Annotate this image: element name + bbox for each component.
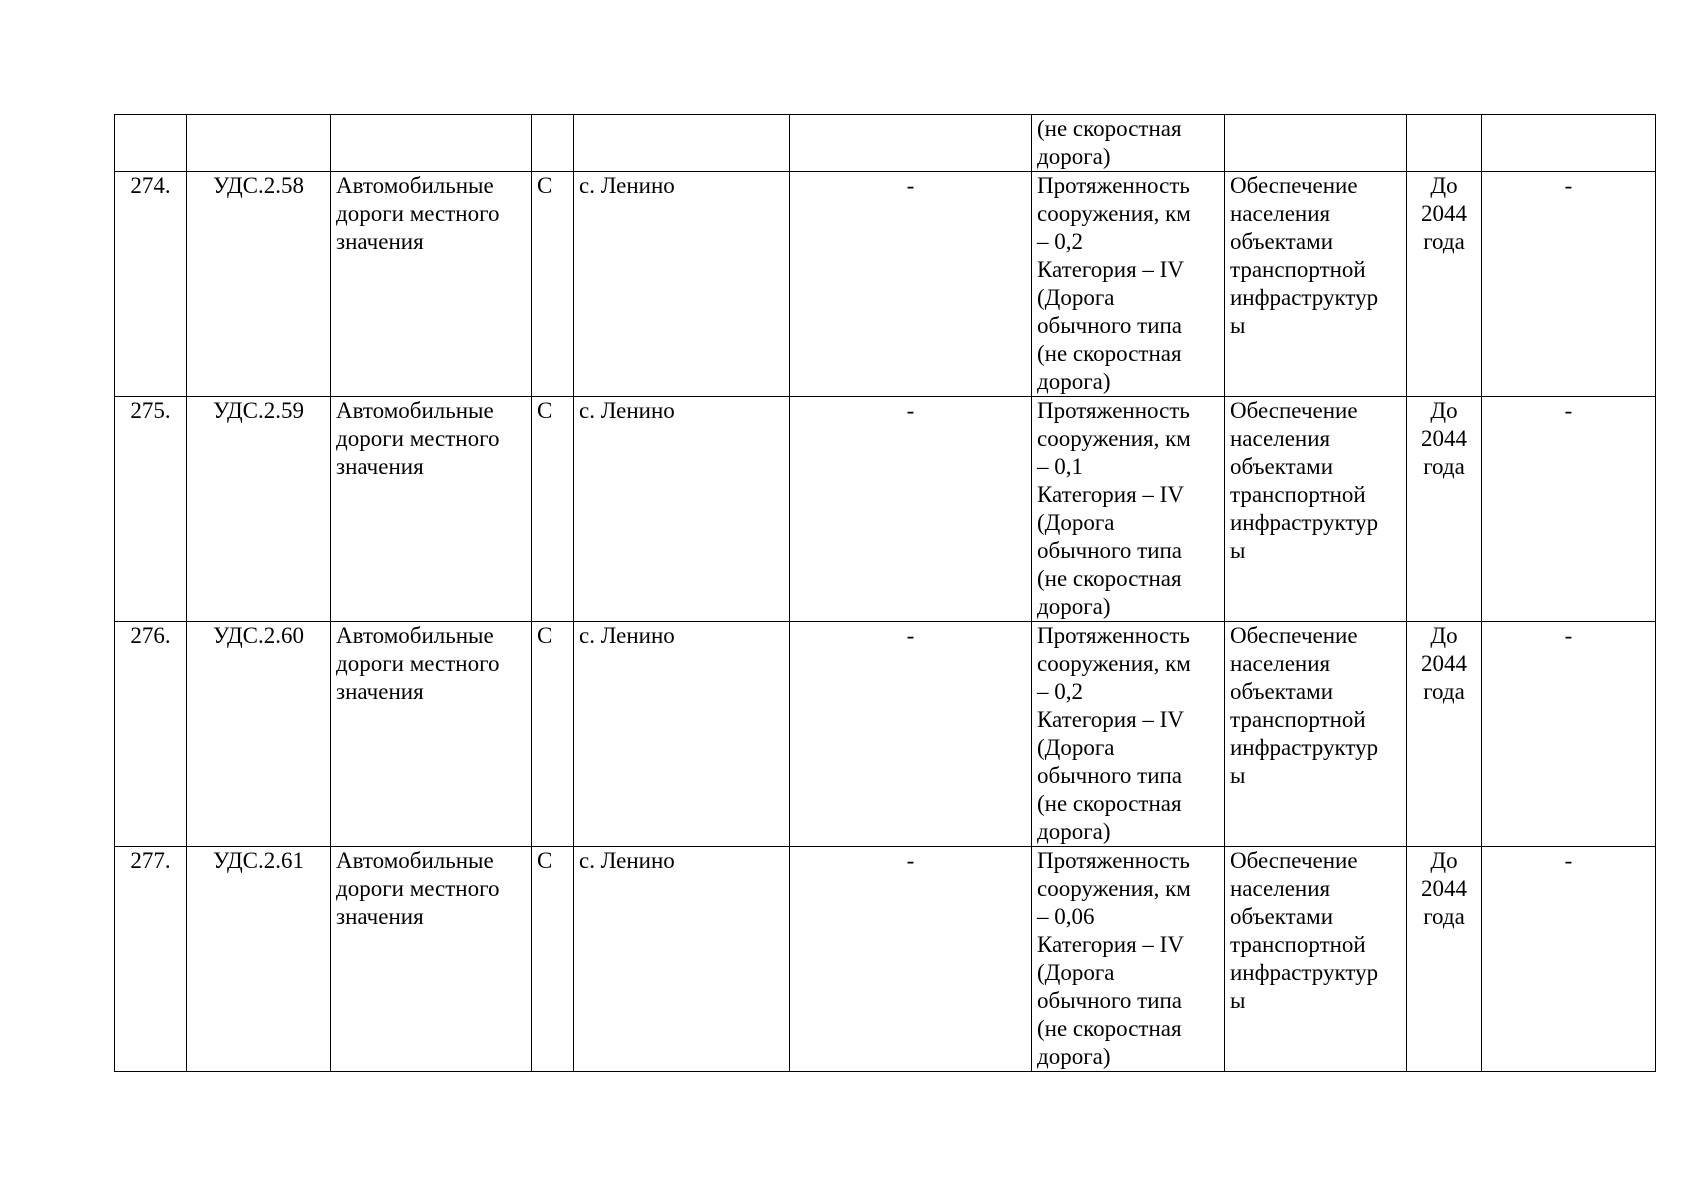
cell-name — [331, 172, 532, 397]
term-line: До — [1430, 398, 1458, 423]
cell-col6: - — [790, 622, 1032, 847]
purpose-line: населения — [1230, 876, 1331, 901]
cell-col10: - — [1482, 847, 1656, 1072]
table-row — [115, 397, 1656, 622]
parameters-line: Категория – IV — [1037, 707, 1184, 732]
name-line: значения — [336, 904, 424, 929]
cell-location — [574, 115, 790, 172]
parameters-line: Категория – IV — [1037, 482, 1184, 507]
name-line: дороги местного — [336, 201, 500, 226]
cell-col10: - — [1482, 172, 1656, 397]
name-line: Автомобильные — [336, 848, 494, 873]
name-line: значения — [336, 454, 424, 479]
parameters-line: обычного типа — [1037, 313, 1183, 338]
cell-status: С — [532, 622, 574, 847]
purpose-line: ы — [1230, 538, 1246, 563]
cell-num: 277. — [115, 847, 187, 1072]
name-line: дороги местного — [336, 651, 500, 676]
parameters-line: – 0,2 — [1037, 679, 1083, 704]
term-line: 2044 — [1421, 201, 1467, 226]
parameters-line: дорога) — [1037, 594, 1111, 619]
parameters-line: обычного типа — [1037, 538, 1183, 563]
term-line: 2044 — [1421, 876, 1467, 901]
parameters-line: – 0,2 — [1037, 229, 1083, 254]
parameters-line: обычного типа — [1037, 763, 1183, 788]
cell-location: с. Ленино — [574, 622, 790, 847]
cell-location: с. Ленино — [574, 847, 790, 1072]
parameters-line: обычного типа — [1037, 988, 1183, 1013]
parameters-line: (Дорога — [1037, 960, 1115, 985]
term-line: 2044 — [1421, 426, 1467, 451]
table-row — [115, 622, 1656, 847]
cell-num: 275. — [115, 397, 187, 622]
parameters-line: Протяженность — [1037, 623, 1190, 648]
cell-col6: - — [790, 397, 1032, 622]
purpose-line: ы — [1230, 988, 1246, 1013]
purpose-line: Обеспечение — [1230, 398, 1358, 423]
cell-col10: - — [1482, 622, 1656, 847]
name-line: значения — [336, 229, 424, 254]
cell-purpose — [1225, 847, 1407, 1072]
cell-name — [331, 847, 532, 1072]
purpose-line: ы — [1230, 313, 1246, 338]
cell-parameters — [1032, 622, 1225, 847]
cell-purpose — [1225, 622, 1407, 847]
term-line: года — [1423, 904, 1465, 929]
parameters-line: сооружения, км — [1037, 876, 1191, 901]
purpose-line: населения — [1230, 426, 1331, 451]
cell-term — [1407, 847, 1482, 1072]
parameters-line: (не скоростная — [1037, 566, 1182, 591]
cell-num: 274. — [115, 172, 187, 397]
table-row — [115, 847, 1656, 1072]
purpose-line: объектами — [1230, 454, 1334, 479]
cell-num: 276. — [115, 622, 187, 847]
name-line: Автомобильные — [336, 173, 494, 198]
continuation-row — [115, 115, 1656, 172]
cell-col10 — [1482, 115, 1656, 172]
parameters-line: сооружения, км — [1037, 426, 1191, 451]
parameters-line: (Дорога — [1037, 735, 1115, 760]
term-line: До — [1430, 848, 1458, 873]
cell-purpose — [1225, 397, 1407, 622]
cell-col10: - — [1482, 397, 1656, 622]
cell-parameters — [1032, 397, 1225, 622]
term-line: 2044 — [1421, 651, 1467, 676]
cell-parameters — [1032, 847, 1225, 1072]
cell-location: с. Ленино — [574, 172, 790, 397]
cell-parameters — [1032, 115, 1225, 172]
cell-name — [331, 622, 532, 847]
purpose-line: населения — [1230, 201, 1331, 226]
name-line: Автомобильные — [336, 398, 494, 423]
cell-col6 — [790, 115, 1032, 172]
cell-term — [1407, 397, 1482, 622]
purpose-line: транспортной — [1230, 707, 1366, 732]
purpose-line: Обеспечение — [1230, 173, 1358, 198]
parameters-line: (не скоростная — [1037, 116, 1182, 141]
purpose-line: ы — [1230, 763, 1246, 788]
parameters-line: – 0,1 — [1037, 454, 1083, 479]
parameters-line: Категория – IV — [1037, 257, 1184, 282]
parameters-line: Протяженность — [1037, 848, 1190, 873]
parameters-line: дорога) — [1037, 1044, 1111, 1069]
name-line: дороги местного — [336, 426, 500, 451]
purpose-line: населения — [1230, 651, 1331, 676]
purpose-line: инфраструктур — [1230, 510, 1379, 535]
name-line: значения — [336, 679, 424, 704]
parameters-line: (Дорога — [1037, 285, 1115, 310]
purpose-line: инфраструктур — [1230, 285, 1379, 310]
term-line: года — [1423, 229, 1465, 254]
cell-code: УДС.2.61 — [187, 847, 331, 1072]
purpose-line: объектами — [1230, 904, 1334, 929]
cell-term — [1407, 115, 1482, 172]
cell-name — [331, 115, 532, 172]
purpose-line: инфраструктур — [1230, 735, 1379, 760]
cell-status: С — [532, 172, 574, 397]
cell-location: с. Ленино — [574, 397, 790, 622]
purpose-line: объектами — [1230, 679, 1334, 704]
parameters-line: Категория – IV — [1037, 932, 1184, 957]
cell-status: С — [532, 847, 574, 1072]
parameters-line: (не скоростная — [1037, 341, 1182, 366]
parameters-line: Протяженность — [1037, 398, 1190, 423]
name-line: Автомобильные — [336, 623, 494, 648]
parameters-line: (Дорога — [1037, 510, 1115, 535]
term-line: года — [1423, 679, 1465, 704]
term-line: До — [1430, 173, 1458, 198]
cell-num — [115, 115, 187, 172]
term-line: года — [1423, 454, 1465, 479]
cell-purpose — [1225, 115, 1407, 172]
cell-name — [331, 397, 532, 622]
purpose-line: транспортной — [1230, 482, 1366, 507]
cell-parameters — [1032, 172, 1225, 397]
parameters-line: сооружения, км — [1037, 651, 1191, 676]
cell-col6: - — [790, 847, 1032, 1072]
purpose-line: Обеспечение — [1230, 848, 1358, 873]
purpose-line: транспортной — [1230, 932, 1366, 957]
cell-term — [1407, 172, 1482, 397]
cell-col6: - — [790, 172, 1032, 397]
parameters-line: – 0,06 — [1037, 904, 1095, 929]
parameters-line: (не скоростная — [1037, 1016, 1182, 1041]
parameters-line: дорога) — [1037, 819, 1111, 844]
cell-purpose — [1225, 172, 1407, 397]
purpose-line: транспортной — [1230, 257, 1366, 282]
purpose-line: инфраструктур — [1230, 960, 1379, 985]
cell-status — [532, 115, 574, 172]
purpose-line: Обеспечение — [1230, 623, 1358, 648]
cell-code: УДС.2.58 — [187, 172, 331, 397]
parameters-line: Протяженность — [1037, 173, 1190, 198]
cell-status: С — [532, 397, 574, 622]
parameters-line: (не скоростная — [1037, 791, 1182, 816]
objects-table — [114, 114, 1656, 1072]
cell-code: УДС.2.60 — [187, 622, 331, 847]
parameters-line: дорога) — [1037, 144, 1111, 169]
purpose-line: объектами — [1230, 229, 1334, 254]
cell-code: УДС.2.59 — [187, 397, 331, 622]
term-line: До — [1430, 623, 1458, 648]
parameters-line: сооружения, км — [1037, 201, 1191, 226]
table-row — [115, 172, 1656, 397]
cell-code — [187, 115, 331, 172]
parameters-line: дорога) — [1037, 369, 1111, 394]
cell-term — [1407, 622, 1482, 847]
name-line: дороги местного — [336, 876, 500, 901]
